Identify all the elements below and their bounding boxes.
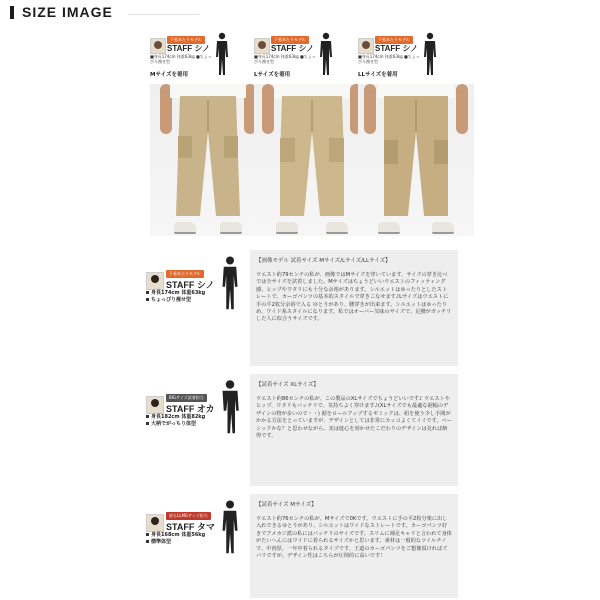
silhouette-icon [220,254,240,312]
avatar [146,272,164,290]
silhouette-icon [220,498,240,556]
review-heading: 【試着サイズ Mサイズ】 [256,502,317,508]
review-row-shino [140,250,458,366]
reviewer-profile [140,250,240,366]
reviewer-tag: 下着あたりモデル [166,270,204,278]
review-text: ウエスト約86センチの私が、この製品のXLサイズでちょうどいいです♪ ウエストやヒップ、ワタリもバッチリで、気持ちよく穿けます♪(XLサイズでも最適な裾幅のデザインの物が多いので・・) 裾をロールアップするギミックは、紐を使う少し手間がかかる方法をとっていますが、デザインとしては非常にカッコよくてイイです。ベーシックかな？と思わせながら、実は遊心を効かせたこだわりのデザインは見れば納得です。 [256,396,452,440]
size-panel-m [150,32,266,242]
model-spec: ■身長174cm 体重63kg ■ちょっぴり痩せ型 [254,54,316,64]
silhouette-icon [318,32,334,76]
reviewer-profile [140,494,240,598]
model-tag: 下着あたりモデル [167,36,205,44]
product-photo [358,84,474,236]
reviewer-name: STAFF タマ [166,522,215,532]
review-row-tama [140,494,458,598]
size-worn: Mサイズを着用 [150,72,189,78]
product-photo [150,84,266,236]
header-accent-bar [10,6,14,19]
model-name: STAFF シノ [375,44,419,53]
model-spec: ■身長174cm 体重63kg ■ちょっぴり痩せ型 [150,54,212,64]
model-name: STAFF シノ [271,44,315,53]
model-name: STAFF シノ [167,44,211,53]
reviewer-spec: 身長174cm 体重63kg [146,290,205,297]
reviewer-name: STAFF シノ [166,280,215,290]
avatar [358,38,374,54]
size-panel-l [254,32,370,242]
product-photo [254,84,370,236]
silhouette-icon [422,32,438,76]
silhouette-icon [214,32,230,76]
avatar [254,38,270,54]
avatar [146,514,164,532]
model-tag: 下着あたりモデル [375,36,413,44]
silhouette-icon [220,378,240,436]
header-subtitle: ────────────────────────────────── [128,13,200,17]
reviewer-spec: 身長182cm 体重82kg [146,414,205,421]
review-heading: 【画像モデル 試着サイズ Mサイズ/Lサイズ/LLサイズ】 [256,258,391,264]
size-panel-ll [358,32,474,242]
avatar [146,396,164,414]
review-text: ウエスト約79センチの私が、画像ではMサイズを穿いています。サイズの穿き比べでは全サイズを試着しました。Mサイズはちょうどいいウエストのフィッティング感、ヒップやワタリにも十分な余裕があります。シルエットはゆったりとしたストレートで、カーゴパンツの基本的スタイルで穿きこなせます♪Lサイズはウエストに手の平2枚分余裕で入る ゆとりがあり、腰穿きが出来ます。シルエットはゆったりめ、ワイド系スタイルになります。私ではオーバー気味のサイズで、足腰がガッチリした人に似合うサイズです。 [256,272,452,323]
section-header [10,4,590,20]
reviewer-tag: BIGサイズ試着担当 [166,394,207,402]
review-text: ウエスト約76センチの私が、Mサイズで0Kです。ウエストに手の平2枚分楽に出し入れできるゆとりがあり、シルエットはワイドなストレートです。カーゴパンツ好きでアメカジ派の私にはバッチリのサイズです。スリムに補足キャリと言われて身体がたいへんにはワイドに着られるサイズかと思います。素材は一般的なツイルチノで、中肉厚。一年中着られるタイプです。王道のカーゴパンツをご想像頂ければズバリですが、デザイン性はこちらが圧倒的に高いです！ [256,516,452,560]
size-worn: Lサイズを着用 [254,72,291,78]
reviewer-build: ちょっぴり痩せ型 [146,297,191,304]
page-title: SIZE IMAGE [22,4,113,20]
reviewer-build: 標準体型 [146,539,171,546]
model-tag: 下着あたりモデル [271,36,309,44]
review-box [250,494,458,598]
reviewer-tag: 最もLLMGサイズ担当 [166,512,211,520]
size-worn: LLサイズを着用 [358,72,398,78]
reviewer-spec: 身長168cm 体重56kg [146,532,205,539]
review-row-oka [140,374,458,486]
avatar [150,38,166,54]
review-box [250,374,458,486]
reviewer-build: 大柄でがっちり体型 [146,421,196,428]
model-spec: ■身長174cm 体重63kg ■ちょっぴり痩せ型 [358,54,420,64]
review-box [250,250,458,366]
review-heading: 【試着サイズ XLサイズ】 [256,382,319,388]
reviewer-name: STAFF オカ [166,404,215,414]
reviewer-profile [140,374,240,486]
